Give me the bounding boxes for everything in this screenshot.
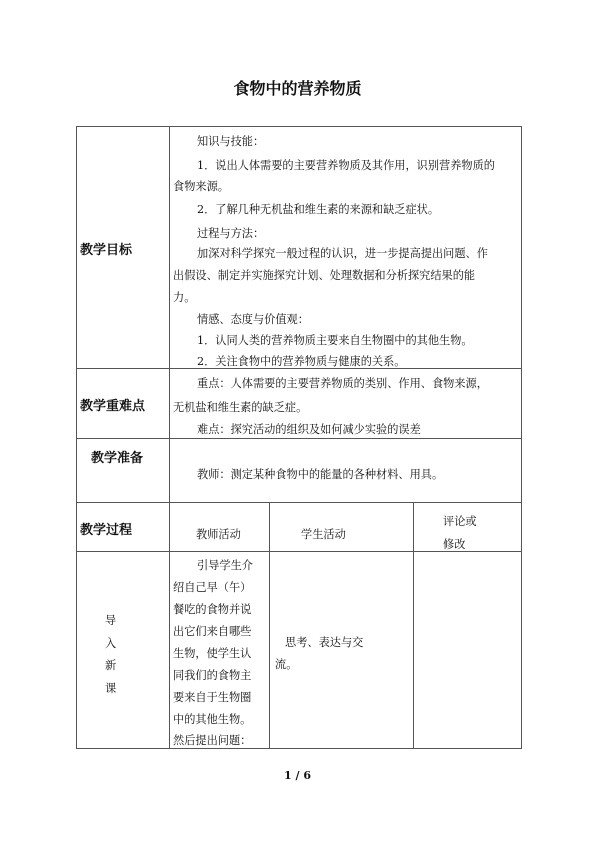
comment-header: 评论或 (443, 515, 477, 528)
page-number: 1 / 6 (284, 769, 311, 782)
teacher-line: 中的其他生物。 (173, 713, 252, 726)
goals-line: 1．认同人类的营养物质主要来自生物圈中的其他生物。 (197, 334, 473, 347)
goals-line: 1．说出人体需要的主要营养物质及其作用，识别营养物质的 (197, 159, 495, 172)
intro-label-char: 课 (105, 682, 117, 695)
comment-header: 修改 (443, 538, 466, 551)
preparation-text: 教师：测定某种食物中的能量的各种材料、用具。 (197, 468, 444, 481)
goals-line: 知识与技能： (197, 135, 265, 148)
difficulties-line: 无机盐和维生素的缺乏症。 (173, 401, 308, 414)
goals-line: 过程与方法： (197, 227, 265, 240)
student-line: 流。 (275, 658, 298, 671)
goals-line: 力。 (173, 291, 196, 304)
intro-label-char: 新 (105, 659, 117, 672)
difficulties-label: 教学重难点 (80, 399, 146, 414)
teacher-line: 餐吃的食物并说 (173, 603, 252, 616)
teacher-line: 生物，使学生认 (173, 647, 252, 660)
goals-label: 教学目标 (80, 243, 133, 258)
teacher-line: 然后提出问题： (173, 734, 252, 747)
page-title: 食物中的营养物质 (233, 79, 362, 98)
goals-line: 加深对科学探究一般过程的认识，进一步提高提出问题、作 (197, 247, 488, 260)
difficulties-line: 重点：人体需要的主要营养物质的类别、作用、食物来源， (197, 377, 488, 390)
teacher-line: 引导学生介 (197, 559, 253, 572)
intro-label-char: 导 (105, 614, 117, 627)
student-activity-header: 学生活动 (301, 528, 346, 541)
table-divider (76, 502, 522, 503)
teacher-line: 要来自于生物圈 (173, 691, 252, 704)
teacher-line: 出它们来自哪些 (173, 625, 252, 638)
table-divider (413, 502, 414, 749)
goals-line: 出假设、制定并实施探究计划、处理数据和分析探究结果的能 (173, 269, 476, 282)
teacher-activity-header: 教师活动 (196, 528, 241, 541)
goals-line: 2．了解几种无机盐和维生素的来源和缺乏症状。 (197, 203, 440, 216)
student-line: 思考、表达与交 (285, 636, 364, 649)
difficulties-line: 难点：探究活动的组织及如何减少实验的误差 (197, 423, 421, 436)
table-divider (269, 502, 270, 749)
goals-line: 食物来源。 (173, 180, 229, 193)
intro-label-char: 入 (105, 637, 117, 650)
preparation-label: 教学准备 (91, 451, 144, 466)
teacher-line: 绍自己早（午） (173, 581, 252, 594)
goals-line: 情感、态度与价值观： (197, 313, 309, 326)
teacher-line: 同我们的食物主 (173, 669, 252, 682)
process-label: 教学过程 (80, 523, 133, 538)
goals-line: 2．关注食物中的营养物质与健康的关系。 (197, 355, 406, 368)
